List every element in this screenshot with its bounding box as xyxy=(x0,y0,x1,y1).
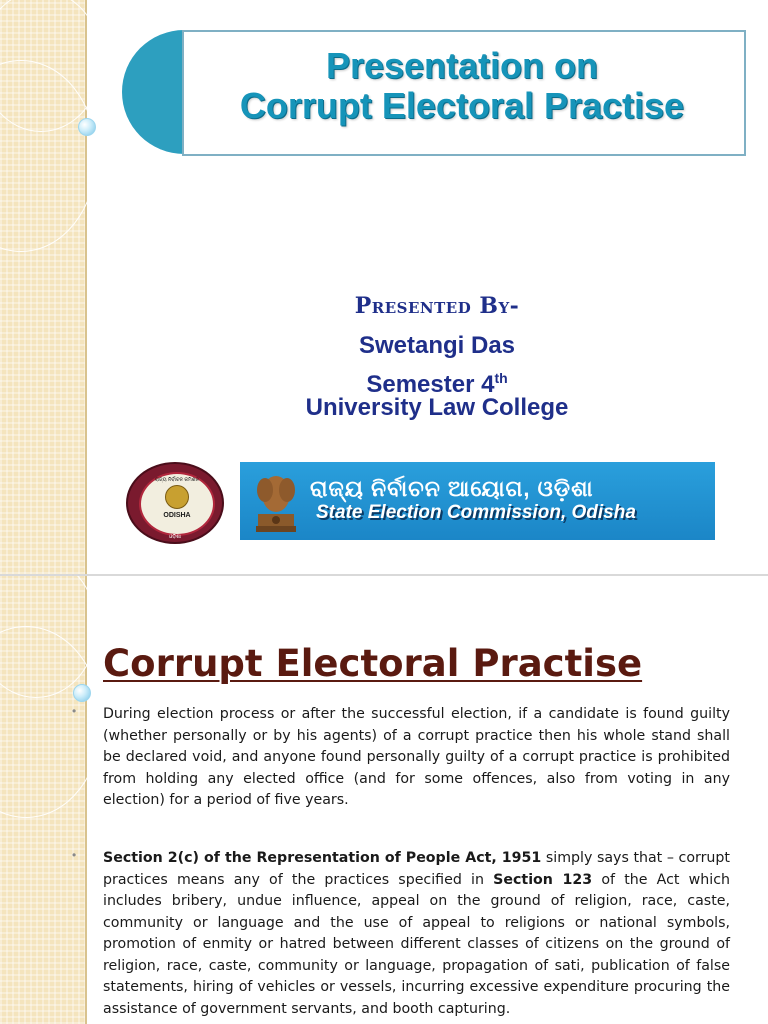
seal-top-text: ରାଜ୍ୟ ନିର୍ବାଚନ କମିଶନ xyxy=(155,477,199,483)
section-reference: Section 123 xyxy=(493,871,593,888)
bullet-icon: • xyxy=(72,848,77,862)
seal-place-text: ODISHA xyxy=(163,512,191,519)
presented-by-label: Presented By- xyxy=(354,293,520,319)
act-reference: Section 2(c) of the Representation of People Act, 1951 xyxy=(103,850,542,866)
decorative-bubble xyxy=(78,118,96,136)
seal-inner-disc xyxy=(139,472,215,536)
bullet-icon: • xyxy=(72,704,77,718)
presenter-college: University Law College xyxy=(305,394,569,421)
paragraph-section-2c xyxy=(103,848,730,1020)
slide-title xyxy=(182,46,742,126)
seal-emblem-icon xyxy=(165,485,189,509)
paragraph-text: of the Act which includes bribery, undue influence, appeal on the ground of religion, race, caste, community or language and the use of appeal to religions or national symbols, promotion of enmity or hatred between different classes of citizens on the ground of religion, race, caste, community or language, propagation of sati, publication of false statements, hiring of vehicles or vessels, incurring excessive expenditure procuring the assistance of government servants, and booth capturing. xyxy=(103,871,730,1017)
presenter-name: Swetangi Das xyxy=(358,332,516,359)
semester-suffix: th xyxy=(494,370,508,386)
decorative-bubble xyxy=(73,684,91,702)
semester-text: Semester 4 xyxy=(366,371,495,398)
paragraph-definition: During election process or after the successful election, if a candidate is found guilty (whether personally or by his agents) of a corrupt practice then his whole stand shall be declared void, and anyone found personally guilty of a corrupt practice is prohibited from holding any elected office (and for some offences, also from voting in any election) for a period of five years. xyxy=(103,706,730,808)
commission-banner xyxy=(240,462,715,540)
banner-english-text: State Election Commission, Odisha xyxy=(316,502,636,523)
paragraph-text: simply says that – corrupt practices means any of the practices specified in xyxy=(103,850,730,888)
election-commission-seal xyxy=(126,462,224,544)
banner-native-text: ରାଜ୍ୟ ନିର୍ବାଚନ ଆୟୋଗ, ଓଡ଼ିଶା xyxy=(310,476,594,501)
seal-bottom-text: ଓଡ଼ିଶା xyxy=(168,534,181,540)
national-emblem-icon xyxy=(250,470,302,534)
content-slide xyxy=(0,576,768,1024)
title-line-1: Presentation on xyxy=(325,45,599,86)
title-line-2: Corrupt Electoral Practise xyxy=(239,85,685,126)
slide-heading: Corrupt Electoral Practise xyxy=(103,642,643,685)
